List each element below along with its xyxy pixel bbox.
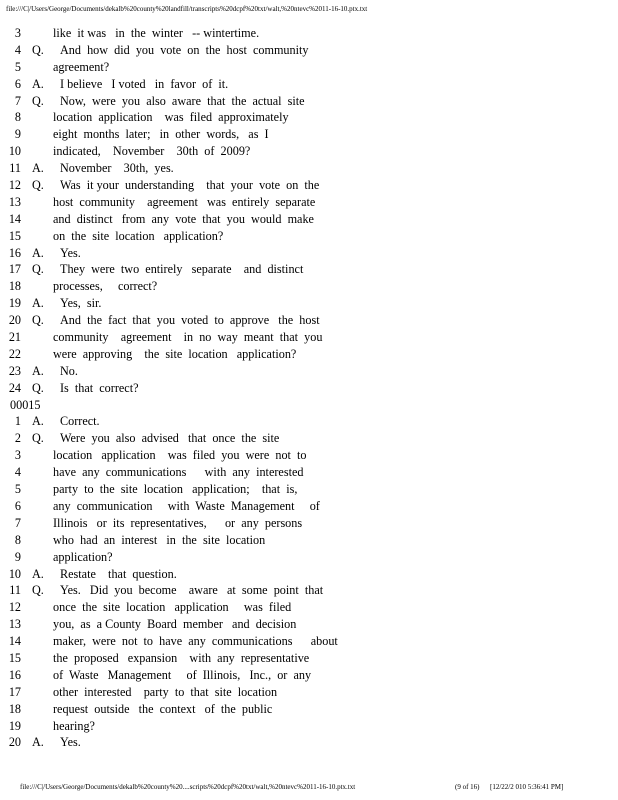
line-text: Yes, sir. [60,296,102,311]
speaker-label: A. [32,735,44,750]
transcript-line [0,464,618,481]
line-text: No. [60,363,78,378]
line-text: And the fact that you voted to approve the host [60,313,320,328]
line-text: processes, correct? [53,279,158,294]
transcript-line [0,295,618,312]
line-text: agreement? [53,59,110,74]
line-number: 3 [14,26,21,40]
transcript-line [0,93,618,110]
line-text: Was it your understanding that your vote on the [60,178,320,193]
line-text: once the site location application was filed [53,600,292,615]
line-number: 14 [8,211,21,226]
transcript-line [0,515,618,532]
speaker-label: Q. [32,431,44,446]
speaker-label: A. [32,566,44,581]
transcript-line [0,211,618,228]
line-number: 17 [8,262,21,277]
line-text: you, as a County Board member and decision [53,617,297,632]
transcript-line [0,413,618,430]
transcript-line [0,25,618,42]
line-number: 19 [8,296,21,311]
transcript-line [0,312,618,329]
line-text: Is that correct? [60,380,139,395]
line-text: And how did you vote on the host community [60,42,309,57]
line-number: 13 [8,617,21,632]
page-marker-row [0,397,618,414]
line-text: Illinois or its representatives, or any persons [53,515,303,530]
line-text: Restate that question. [60,566,177,581]
transcript-line [0,701,618,718]
page-number-marker: 00015 [10,397,41,412]
line-text: location application was filed approximately [53,110,289,125]
line-text: were approving the site location application? [53,346,297,361]
transcript-line [0,245,618,262]
transcript-line [0,76,618,93]
line-number: 8 [14,110,21,125]
line-text: They were two entirely separate and distinct [60,262,304,277]
line-text: the proposed expansion with any representative [53,650,310,665]
transcript-line [0,734,618,751]
transcript-line [0,346,618,363]
speaker-label: A. [32,76,44,91]
transcript-line [0,650,618,667]
line-text: who had an interest in the site location [53,532,266,547]
line-number: 6 [14,498,21,513]
line-number: 10 [8,144,21,159]
transcript-line [0,447,618,464]
line-text: Now, were you also aware that the actual site [60,93,305,108]
transcript-line [0,684,618,701]
speaker-label: Q. [32,178,44,193]
line-number: 5 [14,59,21,74]
line-text: and distinct from any vote that you would make [53,211,314,226]
line-number: 13 [8,194,21,209]
line-number: 20 [8,735,21,750]
line-text: Yes. Did you become aware at some point that [60,583,324,598]
transcript-line [0,718,618,735]
line-number: 14 [8,634,21,649]
speaker-label: Q. [32,93,44,108]
line-text: indicated, November 30th of 2009? [53,144,251,159]
line-number: 20 [8,313,21,328]
speaker-label: Q. [32,262,44,277]
line-number: 12 [8,600,21,615]
line-text: Yes. [60,735,81,750]
transcript-line [0,261,618,278]
line-number: 4 [14,465,21,480]
line-text: November 30th, yes. [60,161,174,176]
transcript-line [0,143,618,160]
line-number: 8 [14,532,21,547]
transcript-line [0,481,618,498]
line-text: Were you also advised that once the site [60,431,280,446]
line-text: I believe I voted in favor of it. [60,76,229,91]
line-number: 6 [14,76,21,91]
line-text: other interested party to that site location [53,684,278,699]
transcript-line [0,616,618,633]
line-text: on the site location application? [53,228,224,243]
transcript-line [0,126,618,143]
line-number: 21 [8,330,21,345]
speaker-label: Q. [32,380,44,395]
transcript-line [0,549,618,566]
transcript-line [0,194,618,211]
transcript-line [0,59,618,76]
line-text: host community agreement was entirely separate [53,194,316,209]
line-text: request outside the context of the public [53,701,273,716]
line-number: 23 [8,363,21,378]
line-text: application? [53,549,113,564]
speaker-label: Q. [32,42,44,57]
transcript-line [0,633,618,650]
line-text: Correct. [60,414,100,429]
transcript-line [0,532,618,549]
speaker-label: A. [32,161,44,176]
line-number: 9 [14,549,21,564]
transcript-line [0,177,618,194]
line-text: like it was in the winter -- wintertime. [53,26,260,40]
transcript-line [0,278,618,295]
line-number: 24 [8,380,21,395]
line-number: 9 [14,127,21,142]
line-number: 19 [8,718,21,733]
speaker-label: Q. [32,583,44,598]
line-number: 15 [8,650,21,665]
transcript-line [0,228,618,245]
transcript-line [0,566,618,583]
transcript-line [0,160,618,177]
transcript-line [0,363,618,380]
line-text: location application was filed you were not to [53,448,307,463]
transcript-body [0,25,618,751]
line-number: 4 [14,42,21,57]
line-text: eight months later; in other words, as I [53,127,269,142]
transcript-line [0,599,618,616]
page-indicator: (9 of 16) [455,783,480,791]
speaker-label: A. [32,414,44,429]
transcript-line [0,667,618,684]
transcript-line [0,582,618,599]
line-number: 22 [8,346,21,361]
line-number: 16 [8,245,21,260]
line-number: 3 [14,448,21,463]
line-number: 1 [14,414,21,429]
line-text: party to the site location application; that is, [53,482,298,497]
line-number: 17 [8,684,21,699]
line-number: 18 [8,279,21,294]
line-number: 2 [14,431,21,446]
print-timestamp: [12/22/2 010 5:36:41 PM] [490,783,564,791]
line-number: 5 [14,482,21,497]
line-number: 11 [9,161,21,176]
speaker-label: A. [32,296,44,311]
line-number: 18 [8,701,21,716]
line-number: 15 [8,228,21,243]
speaker-label: Q. [32,313,44,328]
line-text: of Waste Management of Illinois, Inc., or any [53,667,312,682]
transcript-line [0,430,618,447]
transcript-line [0,380,618,397]
line-text: have any communications with any interested [53,465,304,480]
transcript-line [0,498,618,515]
transcript-line [0,42,618,59]
line-text: hearing? [53,718,95,733]
transcript-line [0,109,618,126]
line-text: community agreement in no way meant that you [53,330,323,345]
file-path-footer: file:///C|/Users/George/Documents/dekalb%20county%20....scripts%20dcpf%20txt/walt,%20ntevc%2011-16-10.ptx.txt [20,783,356,791]
line-text: maker, were not to have any communications about [53,634,338,649]
speaker-label: A. [32,245,44,260]
speaker-label: A. [32,363,44,378]
line-number: 12 [8,178,21,193]
line-text: any communication with Waste Management of [53,498,320,513]
line-number: 16 [8,667,21,682]
transcript-line [0,329,618,346]
file-path-header: file:///C|/Users/George/Documents/dekalb%20county%20landfill/transcripts%20dcpf%20txt/walt,%20ntevc%2011-16-10.ptx.txt [6,5,368,13]
line-text: Yes. [60,245,81,260]
line-number: 11 [9,583,21,598]
line-number: 7 [14,515,21,530]
line-number: 10 [8,566,21,581]
line-number: 7 [14,93,21,108]
